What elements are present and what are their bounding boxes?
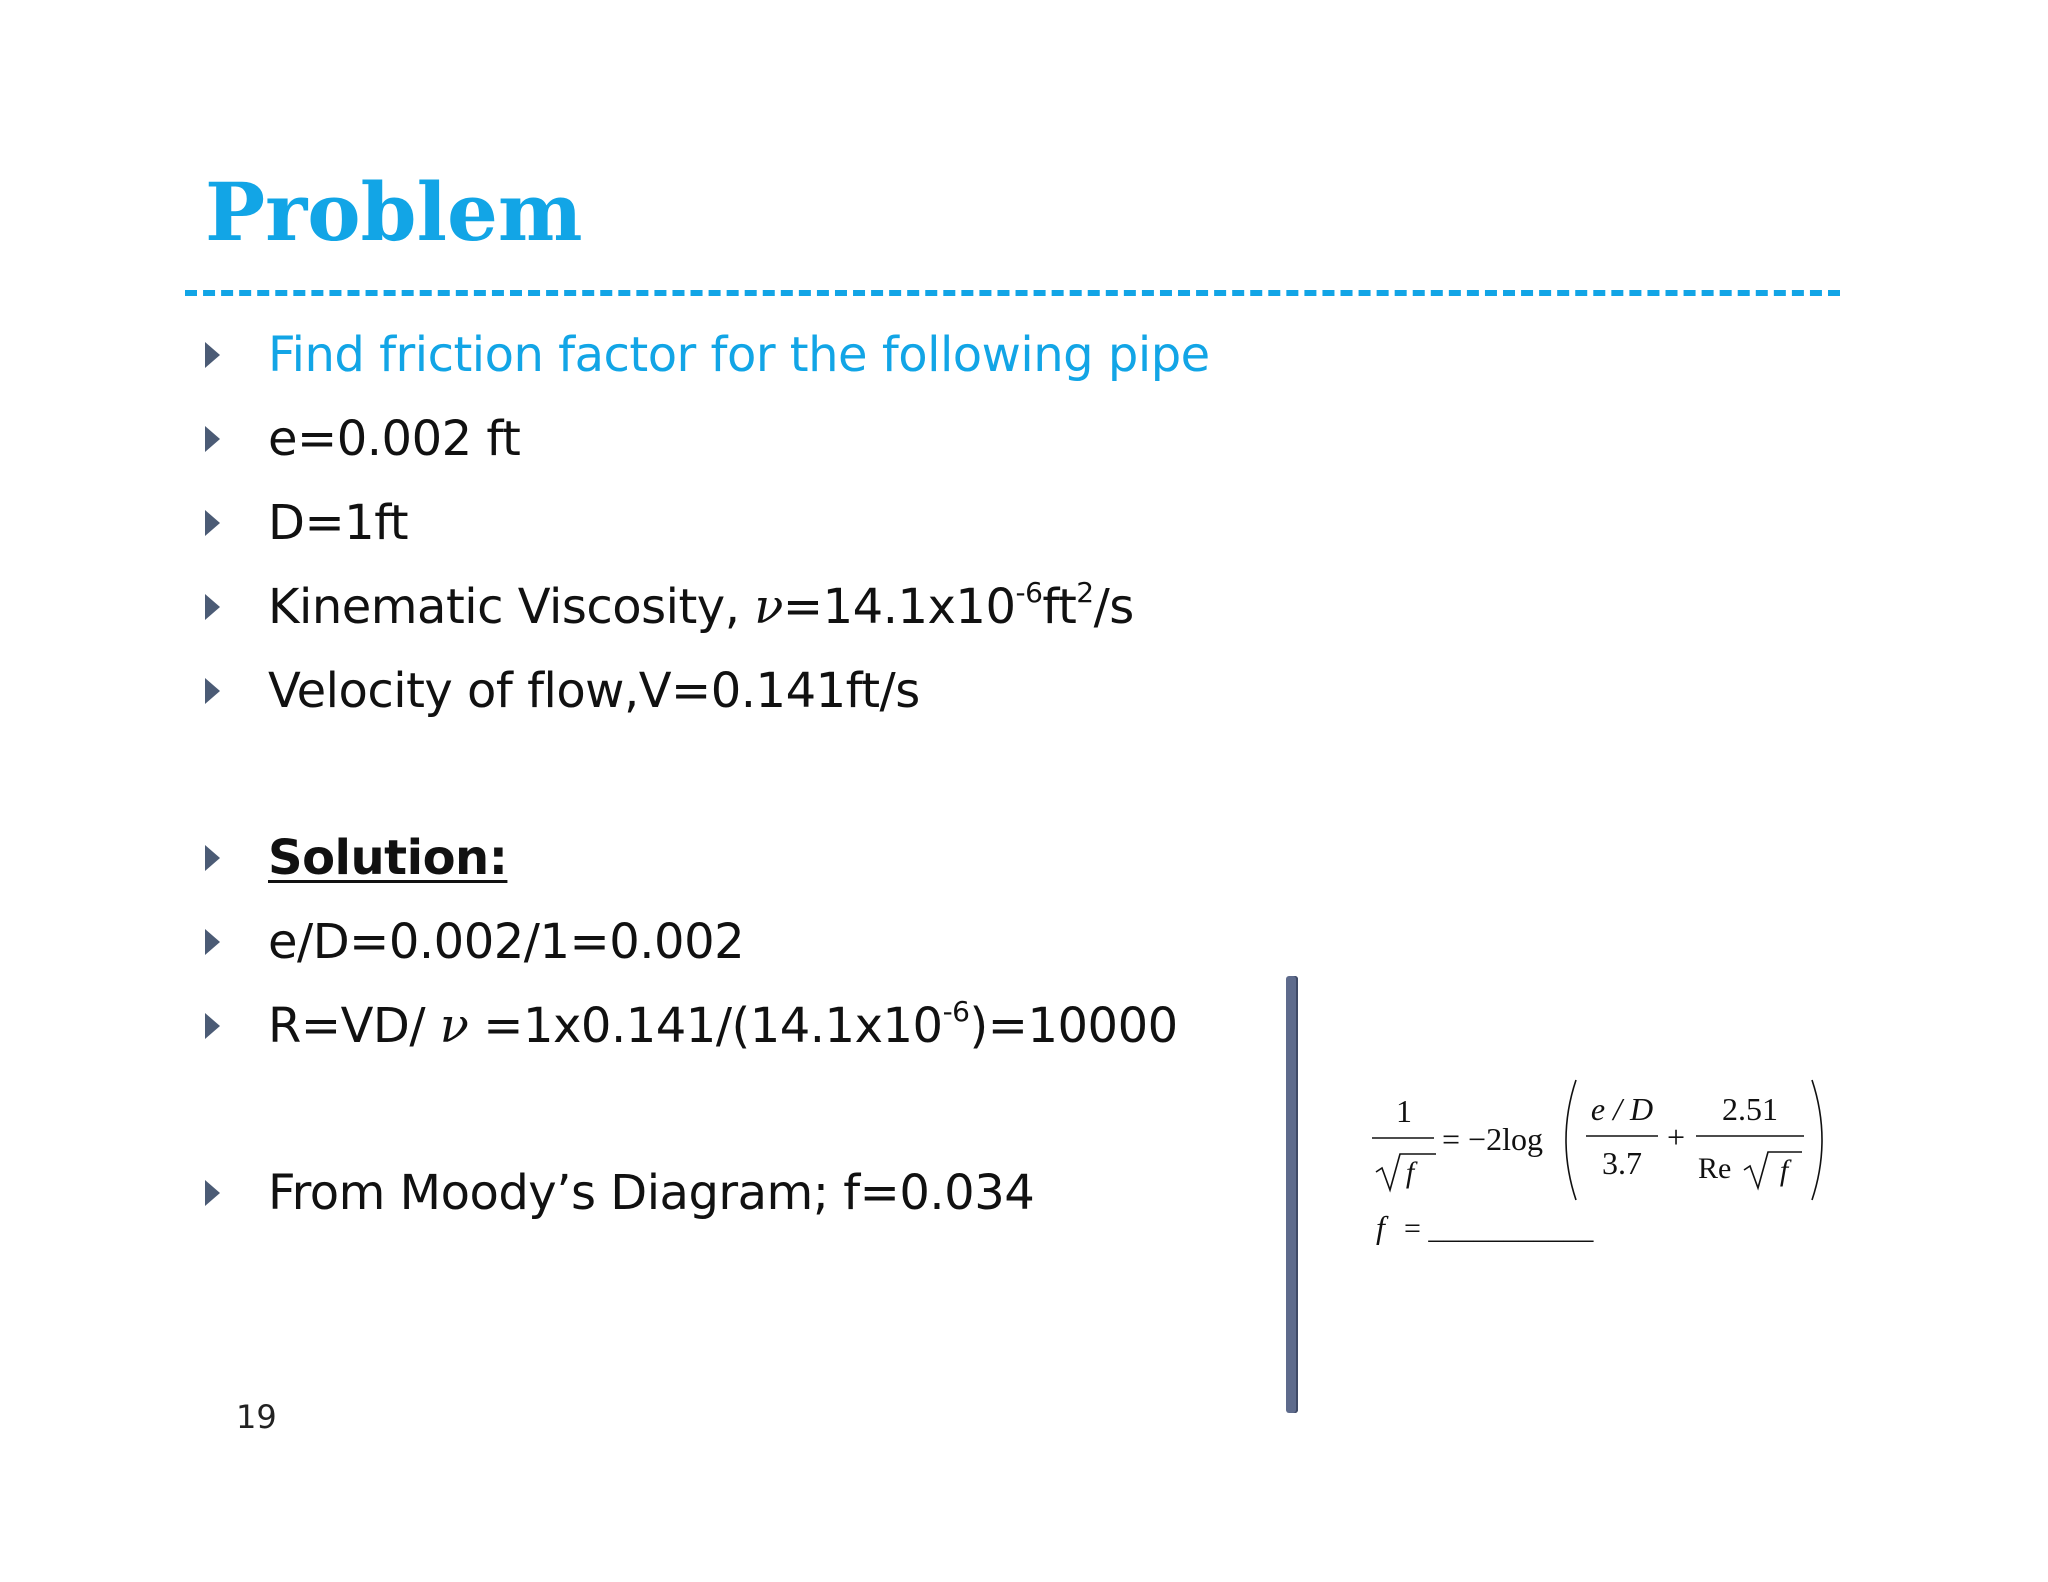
right-paren-icon xyxy=(1812,1080,1822,1200)
formula-eq-log: = −2log xyxy=(1442,1121,1543,1157)
formula-plus: + xyxy=(1666,1119,1686,1155)
bullet-text xyxy=(268,995,1178,1054)
formula-one: 1 xyxy=(1396,1093,1412,1129)
solution-heading: Solution: xyxy=(268,830,508,886)
bullet-arrow-icon xyxy=(205,1180,220,1206)
title-divider xyxy=(185,290,1840,296)
bullet-ed xyxy=(205,907,744,977)
bullet-arrow-icon xyxy=(205,845,220,871)
sqrt-icon xyxy=(1744,1152,1802,1188)
colebrook-formula xyxy=(1360,1070,1840,1270)
formula-three-seven: 3.7 xyxy=(1602,1145,1642,1181)
bullet-text: Find friction factor for the following pipe xyxy=(268,327,1210,383)
bullet-arrow-icon xyxy=(205,342,220,368)
bullet-arrow-icon xyxy=(205,594,220,620)
visc-unit: ft xyxy=(1042,579,1077,635)
left-paren-icon xyxy=(1566,1080,1576,1200)
bullet-viscosity xyxy=(205,572,1134,642)
bullet-arrow-icon xyxy=(205,929,220,955)
nu-symbol: ν xyxy=(439,998,469,1054)
bullet-solution xyxy=(205,823,507,893)
r-mid: =1x0.141/(14.1x10 xyxy=(468,998,943,1054)
formula-f: f xyxy=(1779,1154,1789,1187)
bullet-arrow-icon xyxy=(205,510,220,536)
slide-title: Problem xyxy=(205,165,583,259)
visc-value: =14.1x10 xyxy=(782,579,1016,635)
formula-two-fifty-one: 2.51 xyxy=(1722,1091,1778,1127)
bullet-text xyxy=(268,576,1134,635)
r-exponent: -6 xyxy=(942,995,970,1028)
formula-f-label: f xyxy=(1376,1209,1385,1245)
formula-e-over-d: e / D xyxy=(1590,1091,1654,1127)
r-prefix: R=VD/ xyxy=(268,998,440,1054)
vertical-separator xyxy=(1286,976,1298,1413)
bullet-text: Velocity of flow,V=0.141ft/s xyxy=(268,663,920,719)
bullet-e xyxy=(205,404,520,474)
bullet-text: e/D=0.002/1=0.002 xyxy=(268,914,745,970)
visc-tail: /s xyxy=(1093,579,1134,635)
bullet-text: From Moody’s Diagram; f=0.034 xyxy=(268,1165,1035,1221)
formula-f-blank: = ___________ xyxy=(1404,1212,1594,1245)
bullet-arrow-icon xyxy=(205,1013,220,1039)
bullet-arrow-icon xyxy=(205,678,220,704)
bullet-velocity xyxy=(205,656,920,726)
bullet-d xyxy=(205,488,408,558)
formula-f: f xyxy=(1405,1156,1415,1189)
formula-re: Re xyxy=(1698,1152,1732,1185)
visc-unit-exponent: 2 xyxy=(1076,576,1094,609)
visc-label: Kinematic Viscosity, xyxy=(268,579,755,635)
page-number: 19 xyxy=(236,1398,277,1436)
r-tail: )=10000 xyxy=(969,998,1178,1054)
bullet-reynolds xyxy=(205,991,1178,1061)
bullet-find xyxy=(205,320,1210,390)
bullet-arrow-icon xyxy=(205,426,220,452)
nu-symbol: ν xyxy=(754,579,783,635)
bullet-moody xyxy=(205,1158,1034,1228)
visc-exponent: -6 xyxy=(1015,576,1043,609)
bullet-text: D=1ft xyxy=(268,495,409,551)
bullet-text: e=0.002 ft xyxy=(268,411,521,467)
